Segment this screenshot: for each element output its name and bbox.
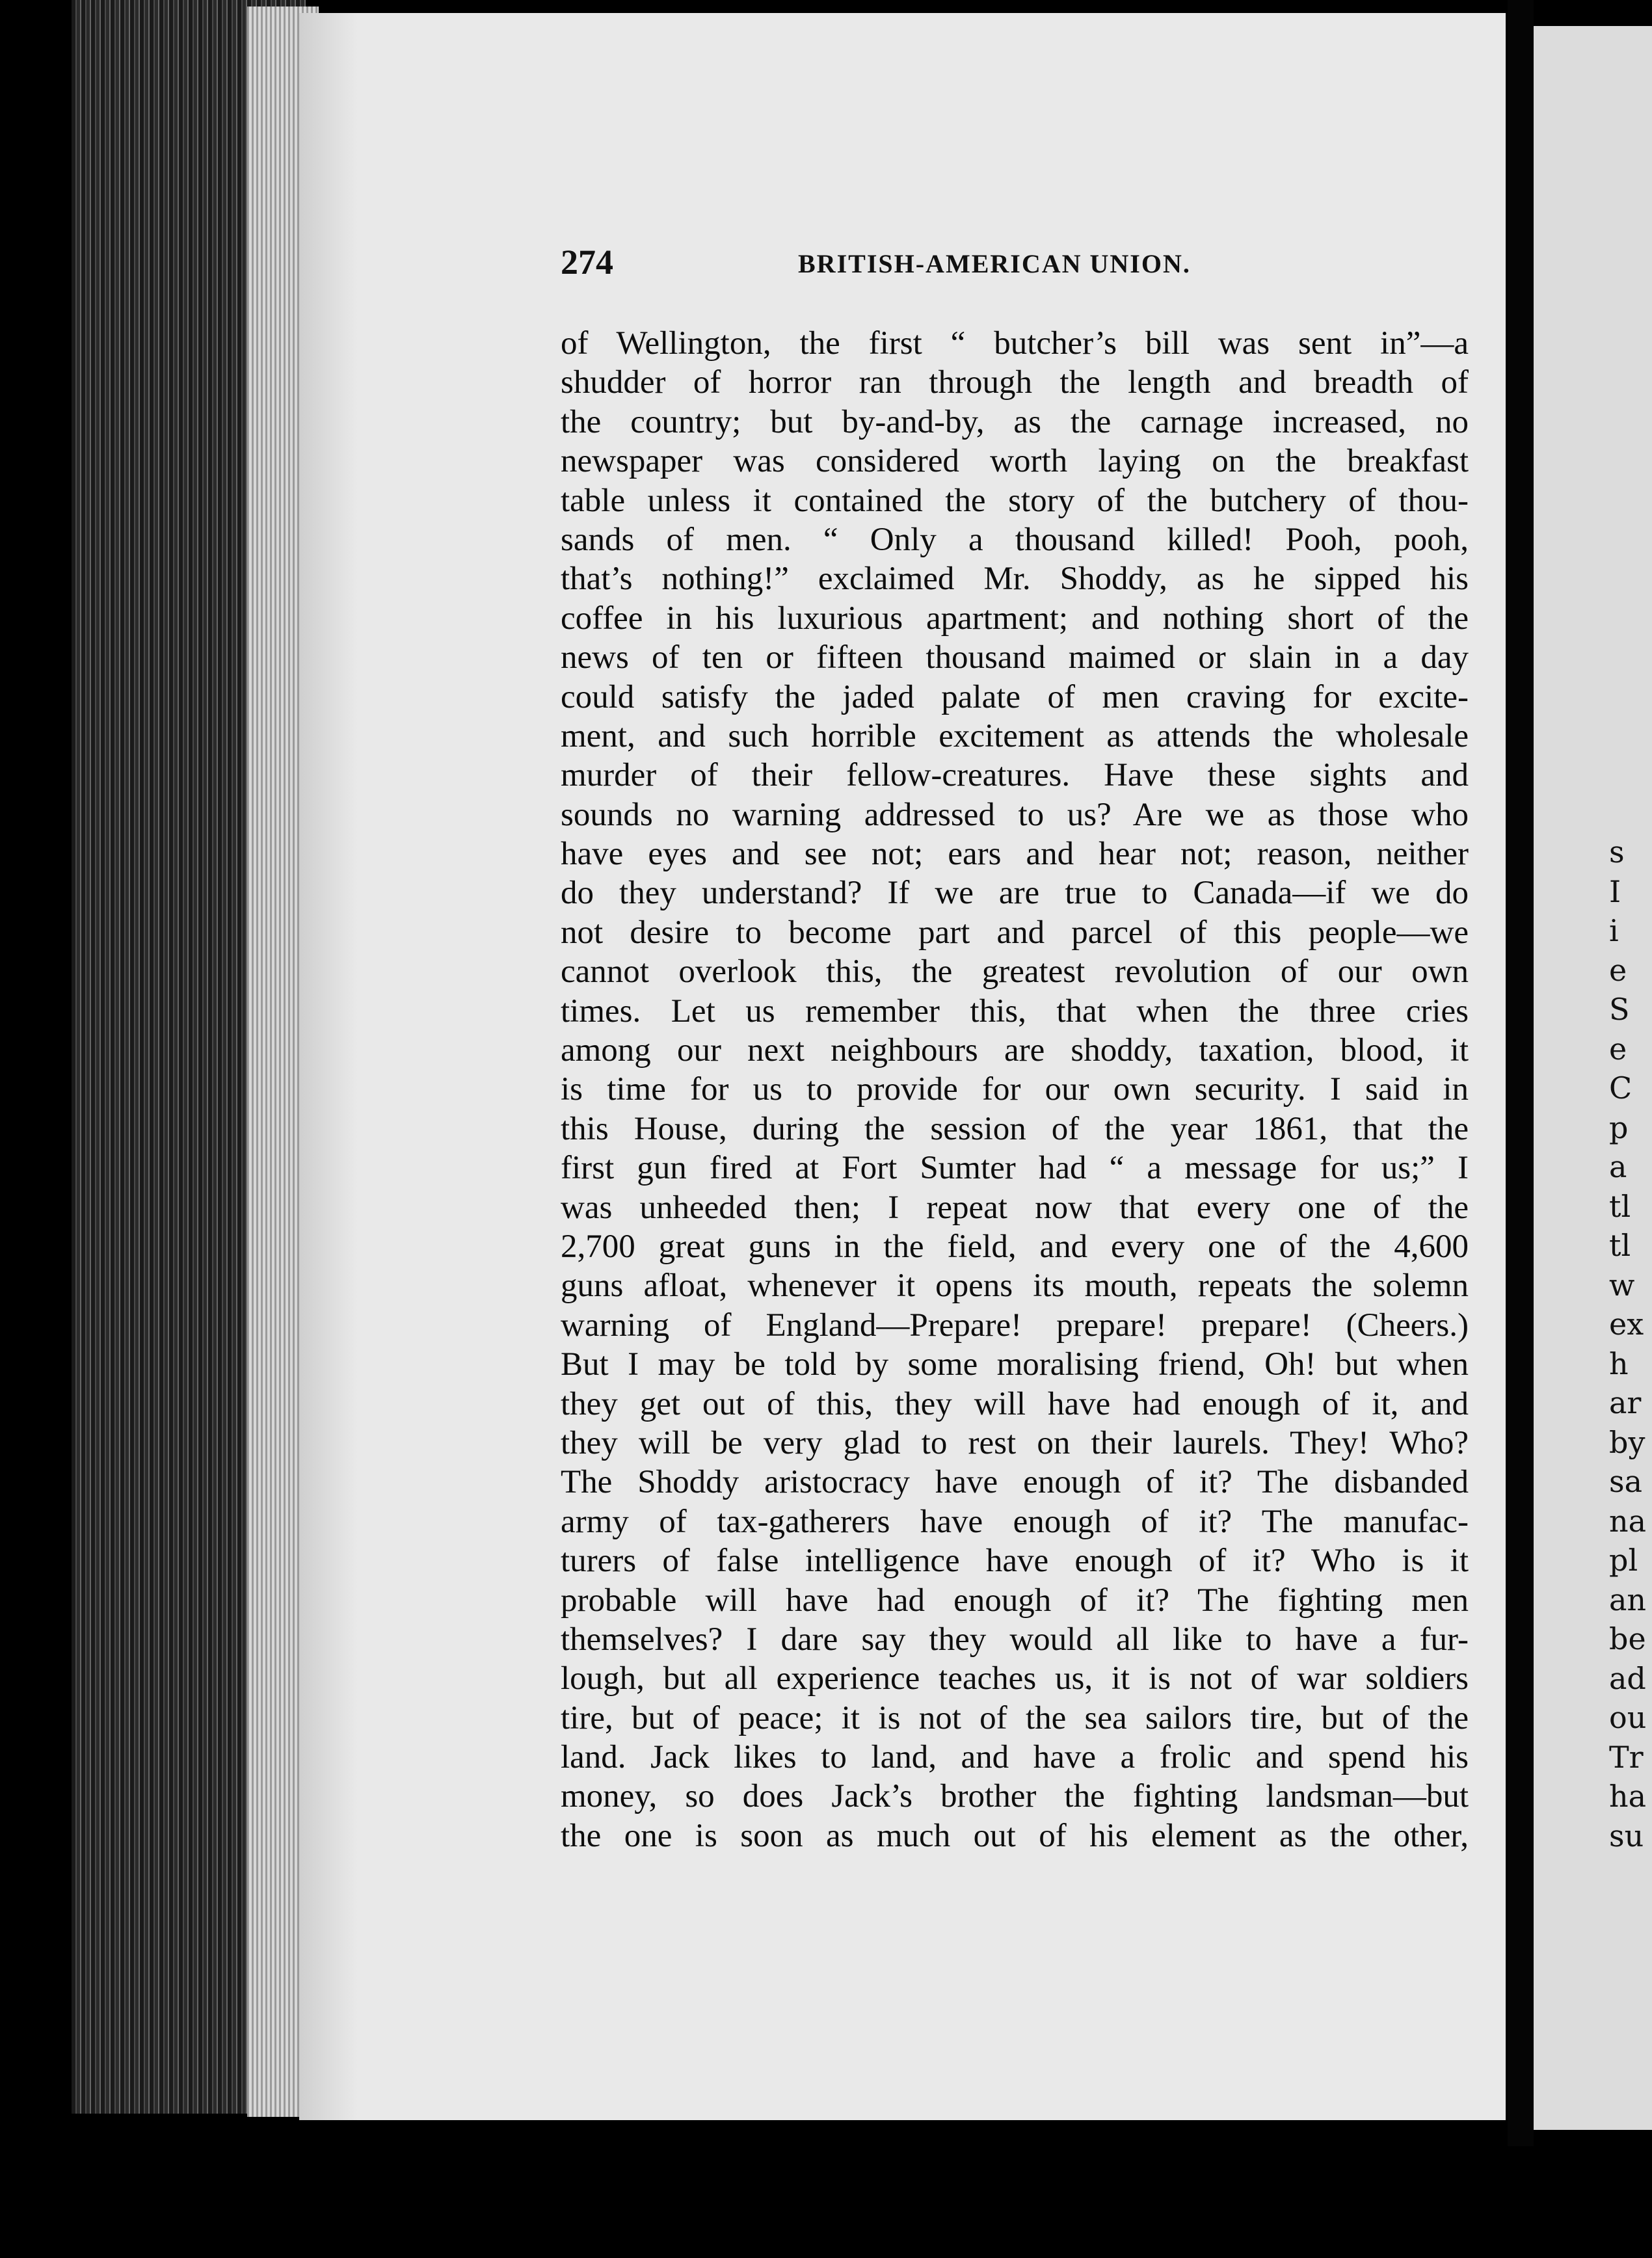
facing-page-fragment: pl — [1609, 1543, 1638, 1578]
text-line: sands of men. “ Only a thousand killed! Pooh, pooh, — [561, 521, 1469, 558]
text-line: of Wellington, the first “ butcher’s bill was sent in”—a — [561, 325, 1469, 362]
facing-page-fragment: i — [1609, 913, 1619, 948]
body-text — [561, 324, 1469, 1855]
text-line: not desire to become part and parcel of this people—we — [561, 914, 1469, 951]
text-line: lough, but all experience teaches us, it is not of war soldiers — [561, 1660, 1469, 1697]
text-line: 2,700 great guns in the field, and every one of the 4,600 — [561, 1228, 1469, 1265]
text-line: themselves? I dare say they would all like to have a fur- — [561, 1621, 1469, 1658]
text-line: sounds no warning addressed to us? Are we as those who — [561, 796, 1469, 833]
facing-page-fragment: su — [1609, 1818, 1644, 1853]
facing-page-fragment: be — [1609, 1621, 1646, 1656]
facing-page-fragment: e — [1609, 1031, 1627, 1067]
text-line: this House, during the session of the year 1861, that the — [561, 1110, 1469, 1147]
text-line: times. Let us remember this, that when the three cries — [561, 992, 1469, 1029]
facing-page-fragment: ou — [1609, 1700, 1647, 1735]
text-line: table unless it contained the story of the butchery of thou- — [561, 482, 1469, 519]
text-line: news of ten or fifteen thousand maimed or slain in a day — [561, 639, 1469, 676]
text-line: tire, but of peace; it is not of the sea sailors tire, but of the — [561, 1699, 1469, 1736]
facing-page-fragment: ha — [1609, 1779, 1647, 1814]
text-line: the one is soon as much out of his element as the other, — [561, 1817, 1469, 1854]
text-line: warning of England—Prepare! prepare! prepare! (Cheers.) — [561, 1307, 1469, 1344]
text-line: But I may be told by some moralising friend, Oh! but when — [561, 1346, 1469, 1383]
facing-page-fragment: a — [1609, 1149, 1627, 1184]
text-line: shudder of horror ran through the length and breadth of — [561, 364, 1469, 401]
text-line: the country; but by-and-by, as the carnage increased, no — [561, 403, 1469, 440]
text-line: newspaper was considered worth laying on the breakfast — [561, 443, 1469, 480]
facing-page-fragment: s — [1609, 834, 1625, 870]
text-line: guns afloat, whenever it opens its mouth, repeats the solemn — [561, 1268, 1469, 1305]
facing-page-fragment: I — [1609, 873, 1621, 909]
text-line: land. Jack likes to land, and have a frolic and spend his — [561, 1739, 1469, 1776]
text-line: The Shoddy aristocracy have enough of it? The disbanded — [561, 1464, 1469, 1501]
text-line: they get out of this, they will have had enough of it, and — [561, 1385, 1469, 1422]
text-line: could satisfy the jaded palate of men craving for excite- — [561, 678, 1469, 715]
text-line: have eyes and see not; ears and hear not; reason, neither — [561, 836, 1469, 873]
text-line: was unheeded then; I repeat now that every one of the — [561, 1189, 1469, 1226]
text-line: that’s nothing!” exclaimed Mr. Shoddy, as he sipped his — [561, 561, 1469, 598]
text-line: army of tax-gatherers have enough of it? The manufac- — [561, 1503, 1469, 1540]
facing-page-fragment: by — [1609, 1424, 1645, 1460]
page-inner-shadow — [299, 13, 358, 2120]
facing-page-fragment: sa — [1609, 1464, 1643, 1499]
text-line: turers of false intelligence have enough of it? Who is it — [561, 1543, 1469, 1580]
facing-page-fragment: ad — [1609, 1660, 1646, 1696]
text-line: first gun fired at Fort Sumter had “ a message for us;” I — [561, 1150, 1469, 1187]
text-line: do they understand? If we are true to Canada—if we do — [561, 875, 1469, 912]
text-line: murder of their fellow-creatures. Have these sights and — [561, 757, 1469, 794]
facing-page-fragment: ar — [1609, 1385, 1642, 1420]
facing-page-fragment: e — [1609, 952, 1627, 988]
running-head — [561, 242, 1471, 287]
book-gutter — [1508, 0, 1534, 2146]
facing-page-fragment: tl — [1609, 1228, 1631, 1263]
running-title: BRITISH-AMERICAN UNION. — [798, 249, 1191, 278]
facing-page-fragment: Tr — [1609, 1739, 1644, 1775]
facing-page-fragment: S — [1609, 992, 1630, 1027]
text-line: probable will have had enough of it? The fighting men — [561, 1582, 1469, 1619]
text-line: is time for us to provide for our own security. I said in — [561, 1071, 1469, 1108]
facing-page-fragment: C — [1609, 1070, 1632, 1106]
facing-page-fragment: ex — [1609, 1307, 1644, 1342]
text-line: cannot overlook this, the greatest revolution of our own — [561, 953, 1469, 990]
text-line: they will be very glad to rest on their laurels. They! Who? — [561, 1424, 1469, 1461]
text-line: coffee in his luxurious apartment; and nothing short of the — [561, 600, 1469, 637]
page-number: 274 — [561, 243, 613, 282]
text-line: among our next neighbours are shoddy, taxation, blood, it — [561, 1032, 1469, 1069]
text-line: money, so does Jack’s brother the fighting landsman—but — [561, 1778, 1469, 1815]
facing-page-fragment: p — [1609, 1109, 1629, 1145]
facing-page-fragment: na — [1609, 1503, 1647, 1539]
facing-page-text-fragments — [1609, 832, 1652, 1855]
facing-page-fragment: h — [1609, 1346, 1629, 1381]
text-line: ment, and such horrible excitement as attends the wholesale — [561, 717, 1469, 754]
facing-page-fragment: tl — [1609, 1188, 1631, 1224]
facing-page-fragment: w — [1609, 1267, 1635, 1303]
facing-page-fragment: an — [1609, 1582, 1647, 1617]
